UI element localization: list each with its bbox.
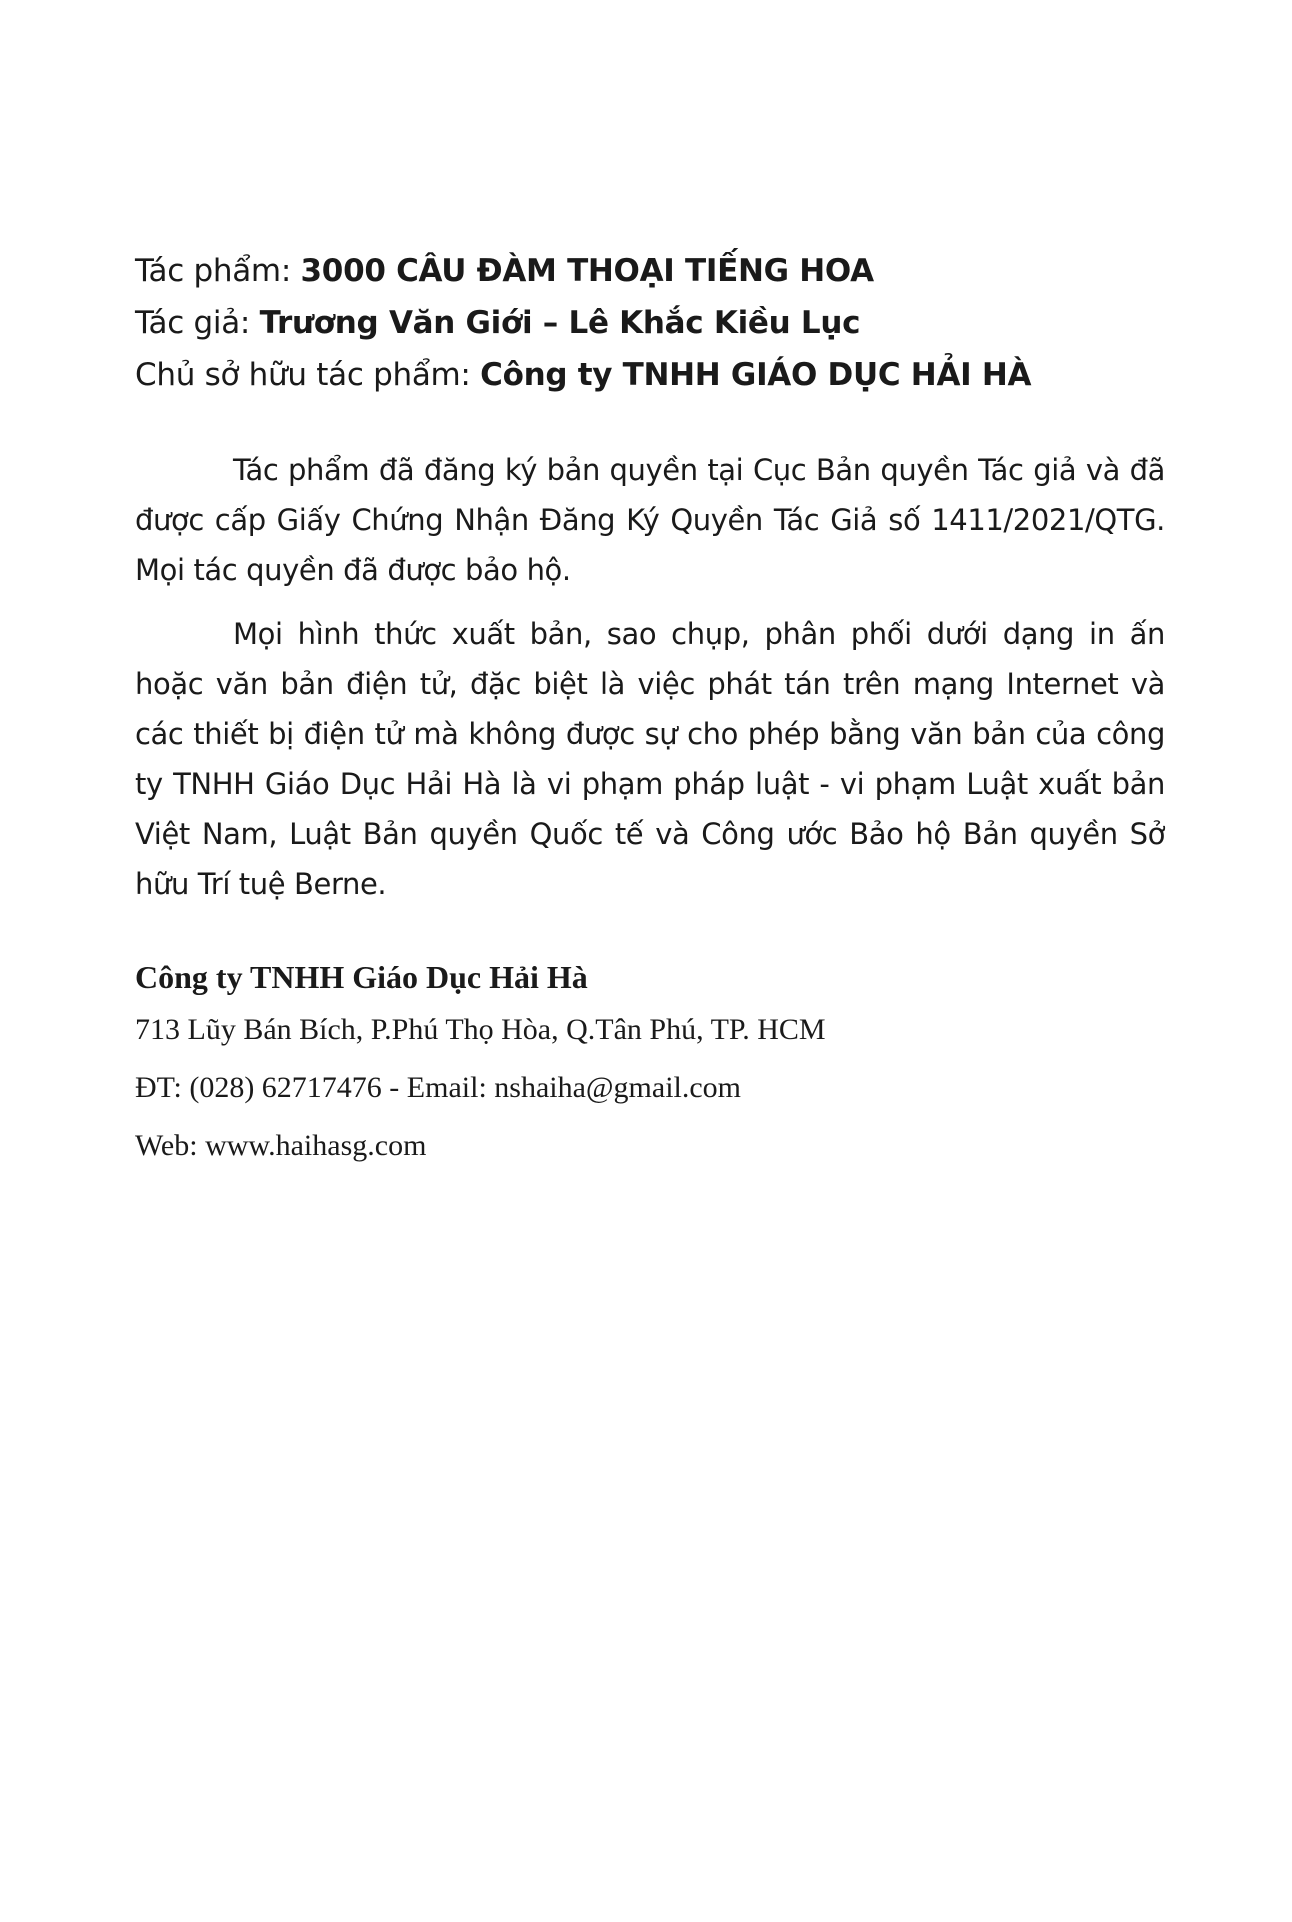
copyright-paragraph-prohibition: Mọi hình thức xuất bản, sao chụp, phân phối dưới dạng in ấn hoặc văn bản điện tử, đặc biệt là việc phát tán trên mạng Internet và các thiết bị điện tử mà không được sự cho phép bằng văn bản của công ty TNHH Giáo Dục Hải Hà là vi phạm pháp luật - vi phạm Luật xuất bản Việt Nam, Luật Bản quyền Quốc tế và Công ước Bảo hộ Bản quyền Sở hữu Trí tuệ Berne. (135, 617, 1165, 901)
publisher-contact: ĐT: (028) 62717476 - Email: nshaiha@gmail.com (135, 1071, 742, 1104)
page-content (135, 245, 1165, 1175)
author-label: Tác giả: (135, 305, 251, 341)
owner-name: Công ty TNHH GIÁO DỤC HẢI HÀ (480, 357, 1032, 393)
author-line (135, 297, 1165, 349)
owner-label: Chủ sở hữu tác phẩm: (135, 357, 471, 393)
publisher-name: Công ty TNHH Giáo Dục Hải Hà (135, 959, 588, 995)
work-title-label: Tác phẩm: (135, 253, 291, 289)
publisher-info (135, 953, 1165, 1175)
work-title: 3000 CÂU ĐÀM THOẠI TIẾNG HOA (300, 253, 874, 289)
copyright-paragraph-registration: Tác phẩm đã đăng ký bản quyền tại Cục Bản quyền Tác giả và đã được cấp Giấy Chứng Nhận Đăng Ký Quyền Tác Giả số 1411/2021/QTG. Mọi tác quyền đã được bảo hộ. (135, 453, 1165, 587)
work-title-line (135, 245, 1165, 297)
copyright-notice (135, 445, 1165, 909)
publisher-address: 713 Lũy Bán Bích, P.Phú Thọ Hòa, Q.Tân Phú, TP. HCM (135, 1013, 826, 1046)
author-names: Trương Văn Giới – Lê Khắc Kiều Lục (259, 305, 861, 341)
work-metadata (135, 245, 1165, 401)
publisher-website: Web: www.haihasg.com (135, 1129, 427, 1162)
owner-line (135, 349, 1165, 401)
